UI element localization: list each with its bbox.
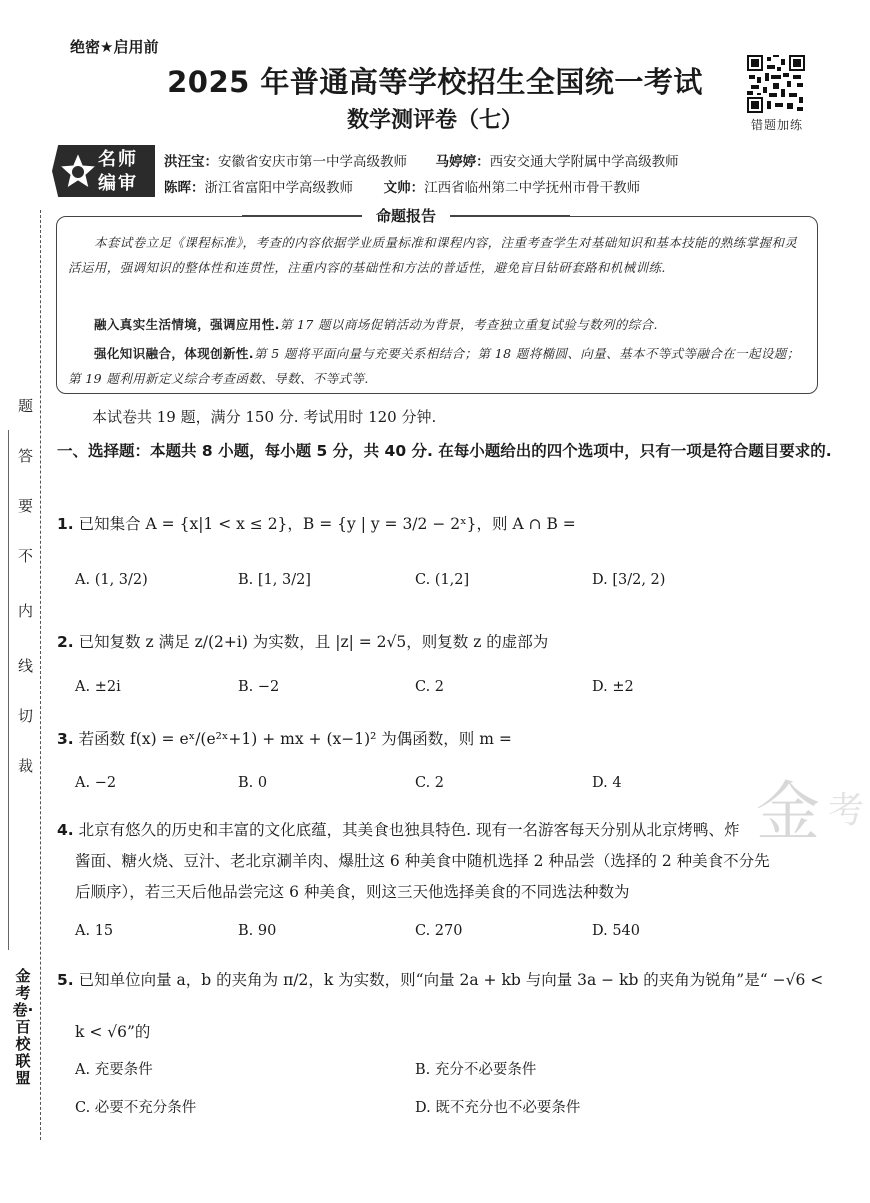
report-paragraph-1: 本套试卷立足《课程标准》，考查的内容依据学业质量标准和课程内容，注重考查学生对基础知识和基本技能的熟练掌握和灵活运用，强调知识的整体性和连贯性，注重内容的基础性和方法的普适性，避免盲目钻研套路和机械训练. (68, 235, 798, 275)
option-d[interactable]: D. 4 (592, 775, 622, 791)
report-title: 命题报告 (362, 205, 450, 226)
question-3 (57, 727, 847, 749)
question-5 (57, 968, 847, 990)
question-number: 5. (57, 971, 74, 989)
question-text: 已知复数 z 满足 z/(2+i) 为实数，且 |z| = 2√5，则复数 z 的虚部为 (78, 633, 549, 651)
margin-line (8, 430, 9, 950)
secret-label: 绝密★启用前 (70, 38, 159, 56)
option-b[interactable]: B. 90 (238, 923, 277, 939)
question-number: 3. (57, 730, 74, 748)
option-a[interactable]: A. ±2i (75, 679, 121, 695)
editor-row-2 (164, 176, 640, 196)
exam-subtitle: 数学测评卷（七） (346, 108, 523, 133)
report-highlight: 强化知识融合，体现创新性. (94, 346, 254, 361)
option-b[interactable]: B. [1, 3/2] (238, 572, 311, 588)
exam-title: 2025 年普通高等学校招生全国统一考试 (167, 65, 703, 99)
option-a[interactable]: A. (1, 3/2) (75, 572, 148, 588)
editor-name: 文帅： (383, 180, 425, 196)
option-a[interactable]: A. −2 (75, 775, 117, 791)
seal-char: 线 (18, 657, 34, 675)
report-highlight: 融入真实生活情境，强调应用性. (94, 317, 280, 332)
question-text: 后顺序），若三天后他品尝完这 6 种美食，则这三天他选择美食的不同选法种数为 (75, 883, 630, 901)
svg-text:金: 金 (756, 776, 820, 848)
seal-char: 不 (18, 547, 34, 565)
question-number: 4. (57, 821, 74, 839)
question-text: 已知集合 A = {x|1 < x ≤ 2}，B = {y | y = 3/2 − 2ˣ}，则 A ∩ B = (78, 515, 576, 533)
report-paragraph-3 (68, 341, 808, 391)
option-b[interactable]: B. 充分不必要条件 (415, 1062, 537, 1078)
seal-char: 切 (18, 707, 34, 725)
qr-code-icon[interactable] (747, 55, 805, 113)
option-d[interactable]: D. ±2 (592, 679, 634, 695)
question-text: 酱面、糖火烧、豆汁、老北京涮羊肉、爆肚这 6 种美食中随机选择 2 种品尝（选择的 2 种美食不分先 (75, 852, 770, 870)
seal-char: 答 (18, 447, 34, 465)
editor-desc: 浙江省富阳中学高级教师 (204, 180, 353, 196)
seal-char: 题 (18, 397, 34, 415)
option-d[interactable]: D. 540 (592, 923, 641, 939)
editor-name: 马婷婷： (435, 154, 490, 170)
badge-line-1: 名师 (98, 149, 138, 170)
side-brand: 金考卷·百校联盟 (12, 967, 34, 1087)
option-c[interactable]: C. 2 (415, 775, 445, 791)
option-c[interactable]: C. 270 (415, 923, 463, 939)
editor-row-1 (164, 150, 679, 170)
report-paragraph-2 (68, 312, 808, 337)
binding-line (40, 210, 41, 1140)
svg-text:考: 考 (828, 790, 865, 831)
editor-badge (52, 145, 155, 197)
seal-char: 要 (18, 497, 34, 515)
option-d[interactable]: D. [3/2, 2) (592, 572, 666, 588)
question-2 (57, 630, 847, 652)
editor-name: 陈晖： (164, 180, 205, 196)
seal-char: 内 (18, 602, 34, 620)
question-text: 已知单位向量 a，b 的夹角为 π/2，k 为实数，则“向量 2a + kb 与向量 3a − kb 的夹角为锐角”是“ −√6 < (78, 971, 824, 989)
question-number: 1. (57, 515, 74, 533)
question-4 (57, 815, 847, 908)
option-b[interactable]: B. 0 (238, 775, 268, 791)
question-text: 若函数 f(x) = eˣ/(e²ˣ+1) + mx + (x−1)² 为偶函数，则 m = (78, 730, 512, 748)
report-text: 第 5 题将平面向量与充要关系相结合；第 18 题将椭圆、向量、基本不等式等融合在一起设题；第 19 题利用新定义综合考查函数、导数、不等式等. (68, 346, 800, 386)
option-c[interactable]: C. 2 (415, 679, 445, 695)
question-5-cont: k < √6”的 (75, 1023, 151, 1041)
editor-desc: 安徽省安庆市第一中学高级教师 (218, 154, 407, 170)
option-b[interactable]: B. −2 (238, 679, 280, 695)
report-text: 第 17 题以商场促销活动为背景，考查独立重复试验与数列的综合. (279, 317, 658, 332)
option-a[interactable]: A. 15 (75, 923, 114, 939)
option-c[interactable]: C. 必要不充分条件 (75, 1100, 197, 1116)
badge-line-2: 编审 (98, 173, 138, 194)
exam-intro: 本试卷共 19 题，满分 150 分. 考试用时 120 分钟. (92, 408, 437, 426)
option-c[interactable]: C. (1,2] (415, 572, 470, 588)
section-heading: 一、选择题：本题共 8 小题，每小题 5 分，共 40 分. 在每小题给出的四个选项中，只有一项是符合题目要求的. (57, 442, 832, 460)
question-number: 2. (57, 633, 74, 651)
seal-char: 裁 (18, 757, 34, 775)
option-a[interactable]: A. 充要条件 (75, 1062, 153, 1078)
editor-desc: 西安交通大学附属中学高级教师 (489, 154, 679, 170)
qr-label: 错题加练 (750, 118, 803, 132)
editor-name: 洪汪宝： (164, 154, 218, 170)
option-d[interactable]: D. 既不充分也不必要条件 (415, 1100, 581, 1116)
question-text: 北京有悠久的历史和丰富的文化底蕴，其美食也独具特色. 现有一名游客每天分别从北京烤鸭、炸 (78, 821, 740, 839)
star-icon (58, 151, 98, 191)
editor-desc: 江西省临州第二中学抚州市骨干教师 (424, 180, 641, 196)
question-1 (57, 512, 847, 534)
